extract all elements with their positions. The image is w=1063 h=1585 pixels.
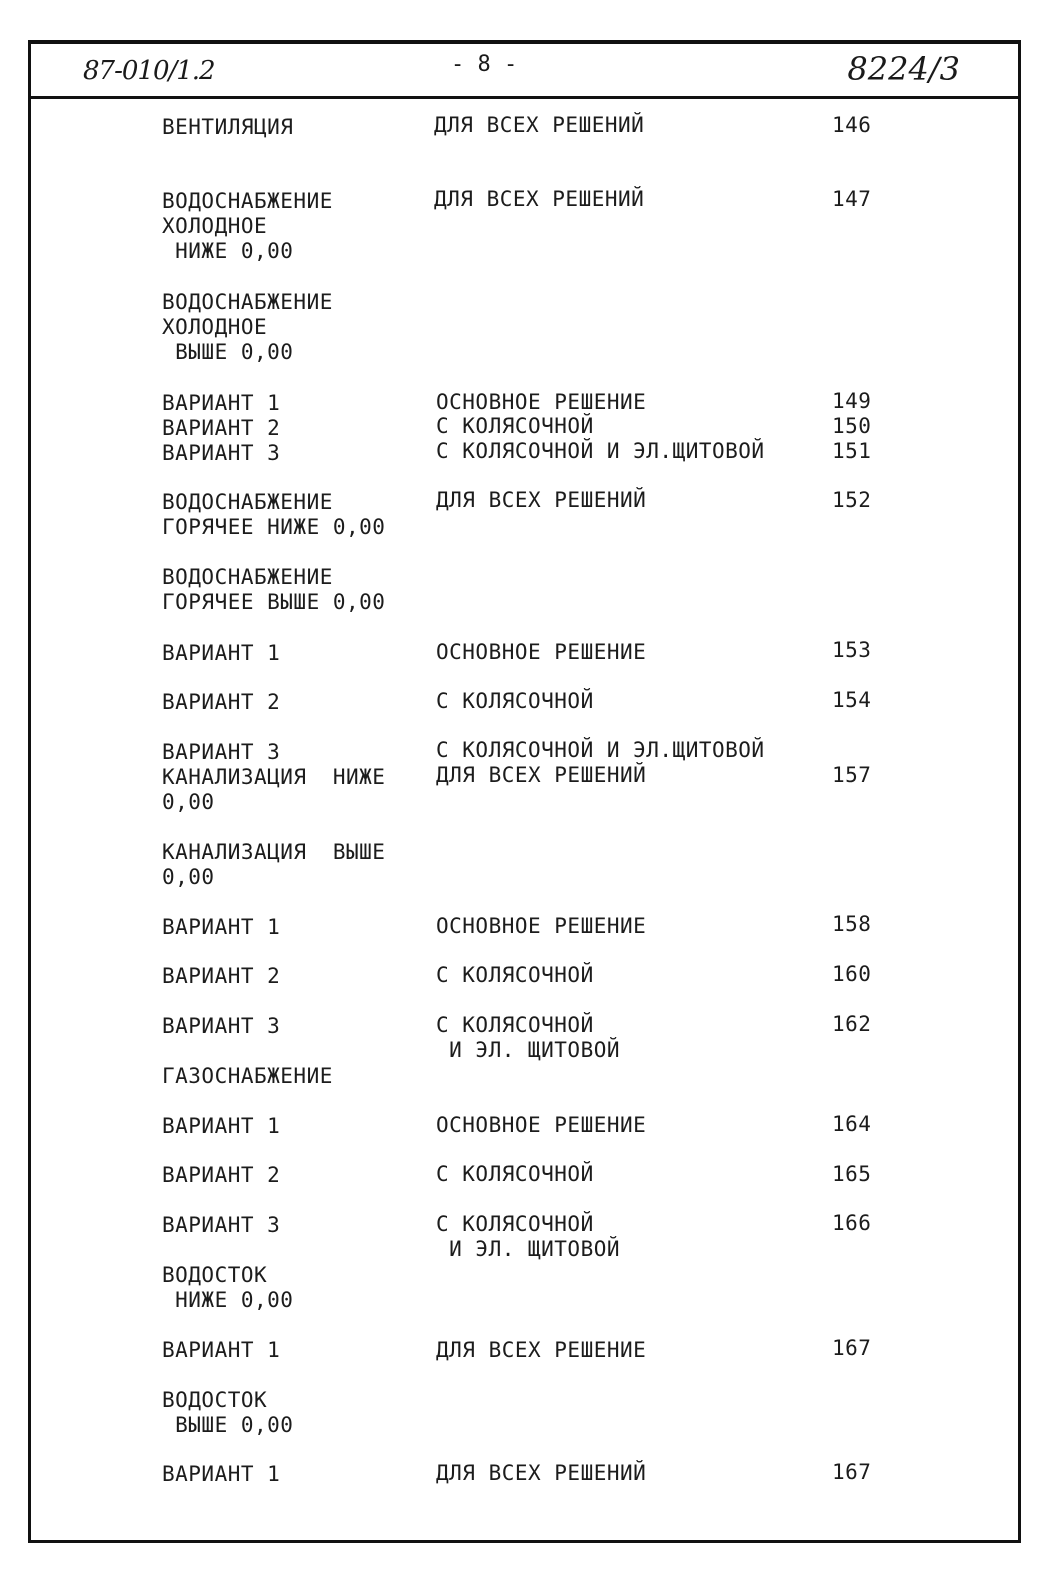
entry-label: ВАРИАНТ 2: [162, 690, 281, 714]
entry-label: ВАРИАНТ 1: [162, 1114, 281, 1138]
entry-label: ВАРИАНТ 1: [162, 391, 281, 415]
entry-description: ДЛЯ ВСЕХ РЕШЕНИЙ: [436, 763, 647, 787]
entry-page: 167: [832, 1460, 872, 1484]
entry-description: ОСНОВНОЕ РЕШЕНИЕ: [436, 390, 647, 414]
entry-label: КАНАЛИЗАЦИЯ ВЫШЕ: [162, 840, 386, 864]
entry-page: 149: [832, 389, 872, 413]
entry-page: 152: [832, 488, 872, 512]
entry-label: ВОДОСНАБЖЕНИЕ: [162, 565, 333, 589]
entry-label: ВЫШЕ 0,00: [162, 340, 294, 364]
entry-description: ОСНОВНОЕ РЕШЕНИЕ: [436, 640, 647, 664]
entry-page: 151: [832, 439, 872, 463]
entry-description: С КОЛЯСОЧНОЙ И ЭЛ.ЩИТОВОЙ: [436, 738, 765, 762]
entry-label: ВОДОСНАБЖЕНИЕ: [162, 290, 333, 314]
entry-page: 158: [832, 912, 872, 936]
entry-label: ВАРИАНТ 1: [162, 915, 281, 939]
entry-label: ВАРИАНТ 1: [162, 1338, 281, 1362]
entry-description: ДЛЯ ВСЕХ РЕШЕНИЙ: [436, 1461, 647, 1485]
entry-page: 153: [832, 638, 872, 662]
entry-page: 154: [832, 688, 872, 712]
entry-description: ДЛЯ ВСЕХ РЕШЕНИЕ: [436, 1338, 647, 1362]
entry-description: ОСНОВНОЕ РЕШЕНИЕ: [436, 914, 647, 938]
entry-page: 165: [832, 1162, 872, 1186]
entry-label: ХОЛОДНОЕ: [162, 315, 268, 339]
entry-page: 164: [832, 1112, 872, 1136]
entry-label: ВАРИАНТ 1: [162, 1462, 281, 1486]
entry-description: С КОЛЯСОЧНОЙ И ЭЛ.ЩИТОВОЙ: [436, 439, 765, 463]
header-divider: [31, 96, 1018, 99]
doc-ref: 8224/3: [847, 50, 960, 88]
entry-description: И ЭЛ. ЩИТОВОЙ: [436, 1038, 621, 1062]
entry-label: ВАРИАНТ 2: [162, 416, 281, 440]
entry-label: ВАРИАНТ 2: [162, 1163, 281, 1187]
entry-label: ВОДОСНАБЖЕНИЕ: [162, 189, 333, 213]
entry-page: 146: [832, 113, 872, 137]
entry-label: ВЫШЕ 0,00: [162, 1413, 294, 1437]
entry-description: С КОЛЯСОЧНОЙ: [436, 1162, 594, 1186]
entry-label: 0,00: [162, 790, 215, 814]
entry-label: 0,00: [162, 865, 215, 889]
entry-page: 162: [832, 1012, 872, 1036]
entry-page: 157: [832, 763, 872, 787]
doc-number: 87-010/1.2: [83, 56, 215, 86]
entry-label: ВАРИАНТ 3: [162, 441, 281, 465]
entry-label: ВОДОСТОК: [162, 1263, 268, 1287]
entry-label: ВАРИАНТ 2: [162, 964, 281, 988]
entry-page: 166: [832, 1211, 872, 1235]
entry-label: НИЖЕ 0,00: [162, 239, 294, 263]
entry-page: 150: [832, 414, 872, 438]
entry-label: ГАЗОСНАБЖЕНИЕ: [162, 1064, 333, 1088]
entry-description: ДЛЯ ВСЕХ РЕШЕНИЙ: [434, 187, 645, 211]
entry-page: 147: [832, 187, 872, 211]
entry-label: НИЖЕ 0,00: [162, 1288, 294, 1312]
entry-label: ГОРЯЧЕЕ НИЖЕ 0,00: [162, 515, 386, 539]
entry-label: ВОДОСТОК: [162, 1388, 268, 1412]
page-number: - 8 -: [451, 52, 518, 77]
entry-description: С КОЛЯСОЧНОЙ: [436, 414, 594, 438]
entry-description: С КОЛЯСОЧНОЙ: [436, 689, 594, 713]
entry-description: С КОЛЯСОЧНОЙ: [436, 1013, 594, 1037]
entry-description: ДЛЯ ВСЕХ РЕШЕНИЙ: [436, 488, 647, 512]
entry-label: ВЕНТИЛЯЦИЯ: [162, 115, 294, 139]
entry-description: С КОЛЯСОЧНОЙ: [436, 1212, 594, 1236]
entry-label: ВАРИАНТ 3: [162, 740, 281, 764]
entry-label: ВАРИАНТ 3: [162, 1014, 281, 1038]
entry-label: КАНАЛИЗАЦИЯ НИЖЕ: [162, 765, 386, 789]
entry-description: ДЛЯ ВСЕХ РЕШЕНИЙ: [434, 113, 645, 137]
entry-label: ВОДОСНАБЖЕНИЕ: [162, 490, 333, 514]
entry-label: ГОРЯЧЕЕ ВЫШЕ 0,00: [162, 590, 386, 614]
entry-description: С КОЛЯСОЧНОЙ: [436, 963, 594, 987]
entry-label: ХОЛОДНОЕ: [162, 214, 268, 238]
entry-page: 160: [832, 962, 872, 986]
entry-description: ОСНОВНОЕ РЕШЕНИЕ: [436, 1113, 647, 1137]
entry-description: И ЭЛ. ЩИТОВОЙ: [436, 1237, 621, 1261]
entry-label: ВАРИАНТ 3: [162, 1213, 281, 1237]
entry-label: ВАРИАНТ 1: [162, 641, 281, 665]
entry-page: 167: [832, 1336, 872, 1360]
